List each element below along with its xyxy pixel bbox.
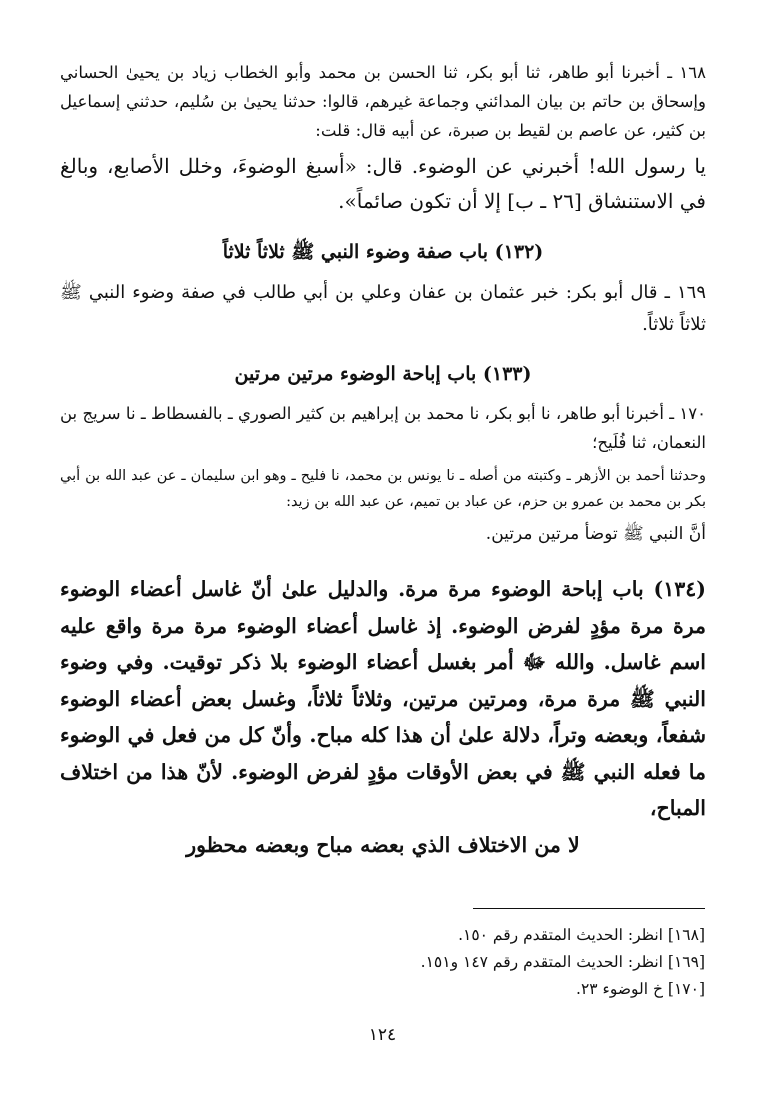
page-body xyxy=(60,58,706,863)
chapter-132-title: (١٣٢) باب صفة وضوء النبي ﷺ ثلاثاً ثلاثاً xyxy=(222,241,544,263)
footnotes xyxy=(59,922,705,1003)
footnote-169: [١٦٩] انظر: الحديث المتقدم رقم ١٤٧ و١٥١. xyxy=(420,953,705,971)
hadith-170-isnad-1: ١٧٠ ـ أخبرنا أبو طاهر، نا أبو بكر، نا محمد بن إبراهيم بن كثير الصوري ـ بالفسطاط ـ نا سريج بن النعمان، ثنا فُلَيح؛ xyxy=(60,404,706,452)
hadith-170-isnad-2: وحدثنا أحمد بن الأزهر ـ وكتبته من أصله ـ نا يونس بن محمد، نا فليح ـ وهو ابن سليمان ـ عن عبد الله بن أبي بكر بن محمد بن عمرو بن حزم، عن عباد بن تميم، عن عبد الله بن زيد: xyxy=(60,468,706,510)
footnote-168: [١٦٨] انظر: الحديث المتقدم رقم ١٥٠. xyxy=(458,926,705,944)
hadith-168-matn: يا رسول الله! أخبرني عن الوضوء. قال: «أسبغ الوضوءَ، وخلل الأصابع، وبالغ في الاستنشاق [٢٦ ـ ب] إلا أن تكون صائماً». xyxy=(60,154,706,213)
page-number: ١٢٤ xyxy=(368,1025,397,1045)
hadith-170-matn: أنَّ النبي ﷺ توضأ مرتين مرتين. xyxy=(485,524,706,544)
chapter-134-block xyxy=(60,571,706,863)
chapter-134-last-line: لا من الاختلاف الذي بعضه مباح وبعضه محظور xyxy=(186,832,580,857)
chapter-134-text: (١٣٤) باب إباحة الوضوء مرة مرة. والدليل علىٰ أنّ غاسل أعضاء الوضوء مرة مرة مؤدٍ لفرض الوضوء. إذ غاسل أعضاء الوضوء مرة مرة واقع عليه اسم غاسل. والله ﷻ أمر بغسل أعضاء الوضوء بلا ذكر توقيت. وفي وضوء النبي ﷺ مرة مرة، ومرتين مرتين، وثلاثاً ثلاثاً، وغسل بعض أعضاء الوضوء شفعاً، وبعضه وتراً، دلالة علىٰ أن هذا كله مباح. وأنّ كل من فعل في الوضوء ما فعله النبي ﷺ في بعض الأوقات مؤدٍ لفرض الوضوء. لأنّ هذا من اختلاف المباح، xyxy=(60,577,706,820)
hadith-168-isnad: ١٦٨ ـ أخبرنا أبو طاهر، ثنا أبو بكر، ثنا الحسن بن محمد وأبو الخطاب زياد بن يحيىٰ الحساني وإسحاق بن حاتم بن بيان المدائني وجماعة غيرهم، قالوا: حدثنا يحيىٰ بن سُليم، حدثني إسماعيل بن كثير، عن عاصم بن لقيط بن صبرة، عن أبيه قال: قلت: xyxy=(60,63,706,140)
chapter-133-title: (١٣٣) باب إباحة الوضوء مرتين مرتين xyxy=(234,363,532,385)
chapter-132-text: ١٦٩ ـ قال أبو بكر: خبر عثمان بن عفان وعلي بن أبي طالب في صفة وضوء النبي ﷺ ثلاثاً ثلاثاً. xyxy=(60,282,706,335)
footnote-170: [١٧٠] خ الوضوء ٢٣. xyxy=(576,980,705,998)
footnote-divider xyxy=(473,908,705,909)
